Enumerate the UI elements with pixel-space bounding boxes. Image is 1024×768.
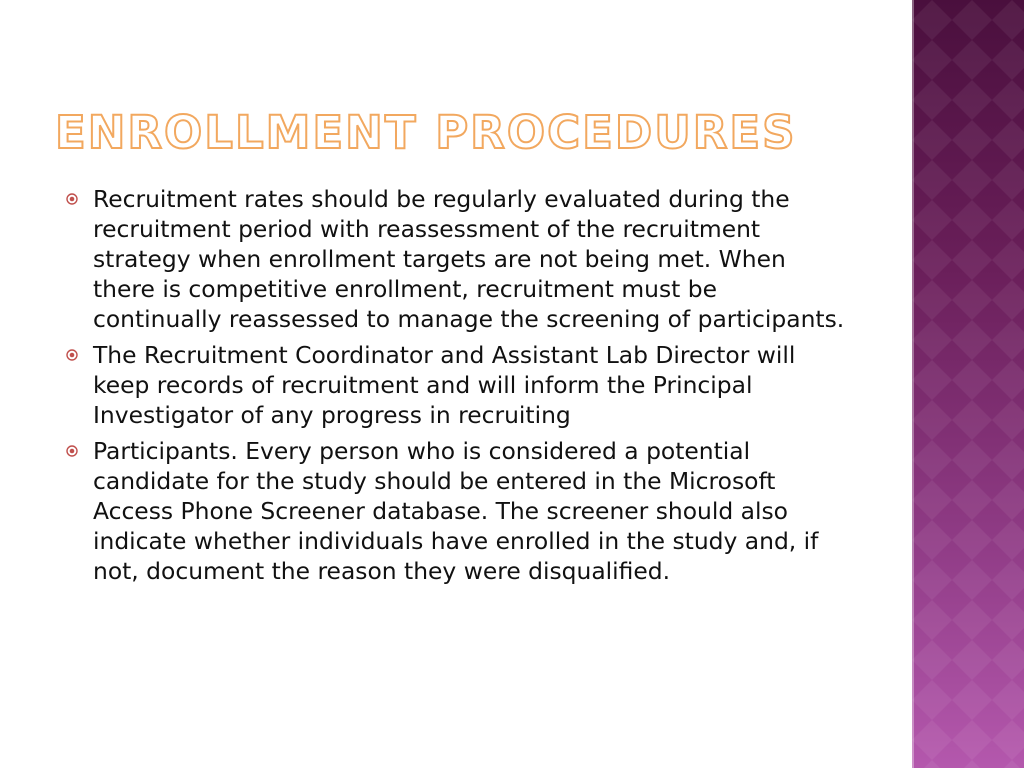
bullet-text: Recruitment rates should be regularly evaluated during the recruitment period with reassessment of the recruitment strategy when enrollment targets are not being met. When there is competitive enrollment, recruitment must be continually reassessed to manage the screening of participants. <box>93 185 845 333</box>
bullet-item <box>60 436 850 586</box>
bullet-item <box>60 340 850 430</box>
bullet-list <box>60 184 850 592</box>
target-bullet-icon <box>66 193 78 205</box>
slide-title: ENROLLMENT PROCEDURES <box>55 106 797 159</box>
bullet-text: Participants. Every person who is considered a potential candidate for the study should be entered in the Microsoft Access Phone Screener database. The screener should also indicate whether individuals have enrolled in the study and, if not, document the reason they were disqualified. <box>93 437 819 585</box>
diamond-pattern <box>912 0 1024 768</box>
decorative-side-band <box>912 0 1024 768</box>
target-bullet-icon <box>66 349 78 361</box>
target-bullet-icon <box>66 445 78 457</box>
bullet-text: The Recruitment Coordinator and Assistant Lab Director will keep records of recruitment and will inform the Principal Investigator of any progress in recruiting <box>93 341 796 429</box>
bullet-item <box>60 184 850 334</box>
